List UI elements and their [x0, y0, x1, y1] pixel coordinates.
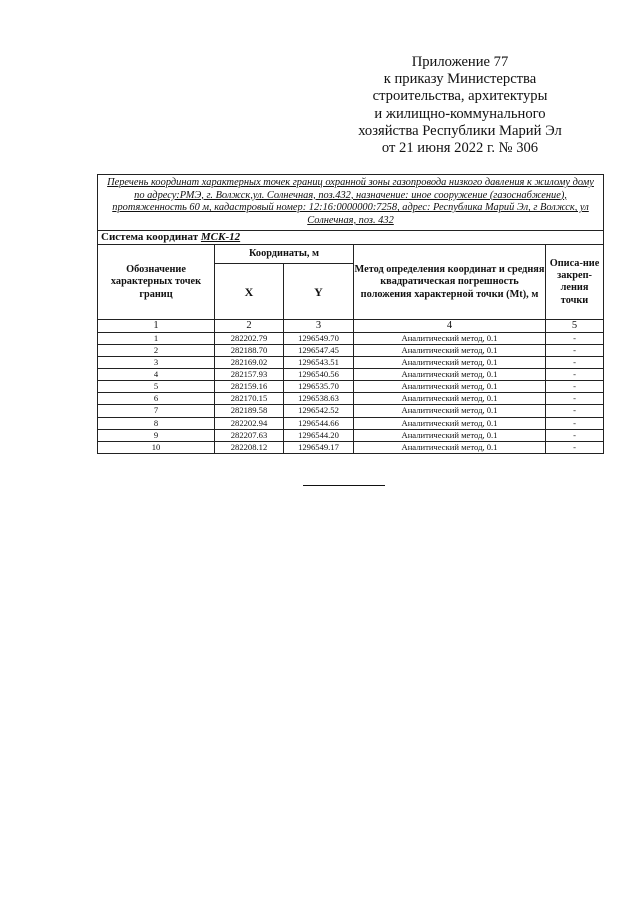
- appendix-line: и жилищно-коммунального: [374, 105, 546, 122]
- cell-y: 1296542.52: [284, 405, 354, 417]
- appendix-header: [330, 54, 590, 157]
- column-index: 2: [215, 320, 284, 333]
- header-coordinates: Координаты, м: [215, 245, 354, 264]
- cell-x: 282189.58: [215, 405, 284, 417]
- cell-n: 2: [98, 344, 215, 356]
- table-row: [98, 429, 604, 441]
- appendix-line: от 21 июня 2022 г. № 306: [381, 140, 539, 157]
- cell-n: 5: [98, 381, 215, 393]
- cell-method: Аналитический метод, 0.1: [354, 332, 546, 344]
- table-row: [98, 344, 604, 356]
- table-caption: Перечень координат характерных точек границ охранной зоны газопровода низкого давления к жилому дому по адресу:РМЭ, г. Волжск,ул. Солнечная, поз.432, назначение: иное сооружение (газоснабжение), протяженность 60 м, кадастровый номер: 12:16:0000000:7258, адрес: Республика Марий Эл, г Волжск, ул Солнечная, поз. 432: [98, 175, 604, 231]
- header-x: X: [215, 264, 284, 320]
- cell-desc: -: [546, 417, 604, 429]
- cell-y: 1296549.17: [284, 441, 354, 453]
- column-index: 4: [354, 320, 546, 333]
- cell-x: 282202.79: [215, 332, 284, 344]
- cell-desc: -: [546, 381, 604, 393]
- cell-x: 282207.63: [215, 429, 284, 441]
- cell-desc: -: [546, 344, 604, 356]
- appendix-line: хозяйства Республики Марий Эл: [358, 122, 562, 139]
- cell-y: 1296543.51: [284, 357, 354, 369]
- cell-desc: -: [546, 441, 604, 453]
- coordinate-system: [98, 231, 604, 245]
- cell-n: 7: [98, 405, 215, 417]
- cell-desc: -: [546, 393, 604, 405]
- cell-y: 1296547.45: [284, 344, 354, 356]
- cell-x: 282202.94: [215, 417, 284, 429]
- cell-y: 1296538.63: [284, 393, 354, 405]
- cell-desc: -: [546, 429, 604, 441]
- coordinate-system-label: Система координат: [101, 231, 199, 244]
- cell-desc: -: [546, 357, 604, 369]
- cell-method: Аналитический метод, 0.1: [354, 393, 546, 405]
- cell-desc: -: [546, 332, 604, 344]
- cell-x: 282157.93: [215, 369, 284, 381]
- column-index: 5: [546, 320, 604, 333]
- cell-x: 282208.12: [215, 441, 284, 453]
- table-row: [98, 393, 604, 405]
- appendix-line: Приложение 77: [411, 54, 509, 70]
- cell-y: 1296535.70: [284, 381, 354, 393]
- cell-n: 3: [98, 357, 215, 369]
- table-row: [98, 369, 604, 381]
- appendix-line: строительства, архитектуры: [372, 88, 548, 105]
- cell-y: 1296544.66: [284, 417, 354, 429]
- table-row: [98, 441, 604, 453]
- cell-x: 282170.15: [215, 393, 284, 405]
- cell-n: 10: [98, 441, 215, 453]
- header-method: Метод определения координат и средняя квадратическая погрешность положения характерной точки (Mt), м: [354, 245, 546, 320]
- cell-n: 4: [98, 369, 215, 381]
- cell-method: Аналитический метод, 0.1: [354, 344, 546, 356]
- appendix-line: к приказу Министерства: [383, 71, 537, 88]
- cell-x: 282188.70: [215, 344, 284, 356]
- cell-n: 1: [98, 332, 215, 344]
- column-index: 1: [98, 320, 215, 333]
- header-point: Обозначение характерных точек границ: [98, 245, 215, 320]
- header-y: Y: [284, 264, 354, 320]
- table-row: [98, 405, 604, 417]
- cell-x: 282169.02: [215, 357, 284, 369]
- table-row: [98, 357, 604, 369]
- cell-x: 282159.16: [215, 381, 284, 393]
- cell-desc: -: [546, 405, 604, 417]
- coordinates-table: [97, 174, 604, 454]
- cell-method: Аналитический метод, 0.1: [354, 381, 546, 393]
- table-row: [98, 381, 604, 393]
- cell-method: Аналитический метод, 0.1: [354, 357, 546, 369]
- cell-y: 1296540.56: [284, 369, 354, 381]
- cell-n: 6: [98, 393, 215, 405]
- coordinate-system-name: МСК-12: [200, 231, 241, 244]
- cell-desc: -: [546, 369, 604, 381]
- cell-method: Аналитический метод, 0.1: [354, 441, 546, 453]
- cell-y: 1296549.70: [284, 332, 354, 344]
- header-description: Описа-ние закреп-ления точки: [546, 245, 604, 320]
- cell-method: Аналитический метод, 0.1: [354, 405, 546, 417]
- cell-method: Аналитический метод, 0.1: [354, 369, 546, 381]
- cell-y: 1296544.20: [284, 429, 354, 441]
- cell-method: Аналитический метод, 0.1: [354, 417, 546, 429]
- separator-line: [303, 485, 385, 486]
- cell-n: 9: [98, 429, 215, 441]
- cell-method: Аналитический метод, 0.1: [354, 429, 546, 441]
- table-row: [98, 417, 604, 429]
- column-index: 3: [284, 320, 354, 333]
- cell-n: 8: [98, 417, 215, 429]
- table-row: [98, 332, 604, 344]
